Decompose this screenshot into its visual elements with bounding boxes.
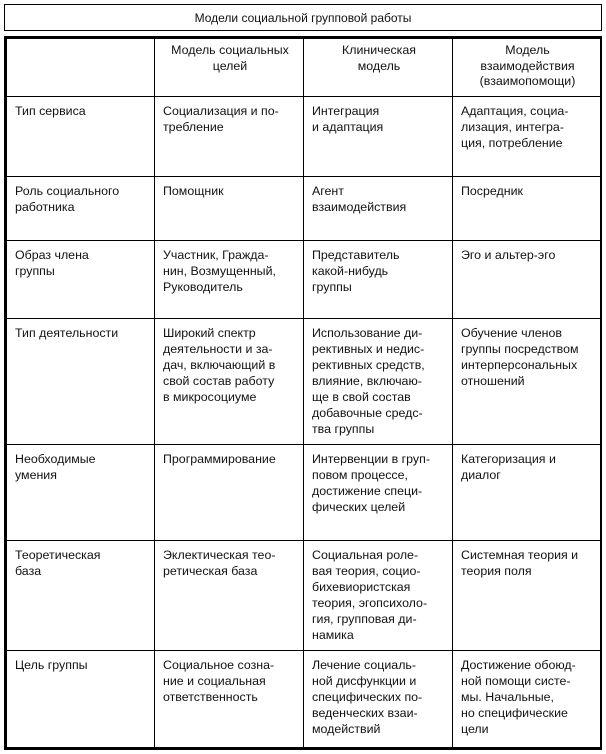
table-row [7,445,601,541]
table-row [7,651,601,748]
table-caption: Модели социальной групповой работы [4,4,602,31]
row-label: Цель группы [7,651,155,748]
row-label: Образ члена группы [7,241,155,319]
header-clinical-model: Клиническая модель [304,39,453,97]
table-cell: Программирование [155,445,304,541]
table-cell: Системная теория и теория поля [453,541,601,651]
row-label: Роль социального работника [7,177,155,241]
table-cell: Категоризация и диалог [453,445,601,541]
row-label: Тип сервиса [7,97,155,177]
row-label: Необходимые умения [7,445,155,541]
models-table-frame [4,36,602,750]
header-interaction-model: Модель взаимодействия (взаимопомощи) [453,39,601,97]
table-row [7,241,601,319]
table-cell: Эго и альтер-эго [453,241,601,319]
table-cell: Агент взаимодействия [304,177,453,241]
table-cell: Помощник [155,177,304,241]
table-cell: Интервенции в груп- повом процессе, достижение специ- фических целей [304,445,453,541]
row-label: Тип деятельности [7,319,155,445]
models-table [6,38,601,748]
table-cell: Эклектическая тео- ретическая база [155,541,304,651]
row-label: Теоретическая база [7,541,155,651]
table-cell: Обучение членов группы посредством интерперсональных отношений [453,319,601,445]
table-header-row [7,39,601,97]
header-corner-cell [7,39,155,97]
table-cell: Посредник [453,177,601,241]
table-cell: Достижение обоюд- ной помощи систе- мы. Начальные, но специфические цели [453,651,601,748]
header-social-goals-model: Модель социальных целей [155,39,304,97]
table-cell: Социальная роле- вая теория, социо- бихевиористская теория, эгопсихоло- гия, групповая ди- намика [304,541,453,651]
table-cell: Участник, Гражда- нин, Возмущенный, Руководитель [155,241,304,319]
table-cell: Социальное созна- ние и социальная ответственность [155,651,304,748]
table-cell: Интеграция и адаптация [304,97,453,177]
table-cell: Широкий спектр деятельности и за- дач, включающий в свой состав работу в микросоциуме [155,319,304,445]
table-cell: Лечение социаль- ной дисфункции и специфических по- веденческих взаи- модействий [304,651,453,748]
table-cell: Использование ди- рективных и недис- рективных средств, влияние, включаю- ще в свой состав добавочные средс- тва группы [304,319,453,445]
table-row [7,97,601,177]
table-row [7,319,601,445]
table-cell: Адаптация, социа- лизация, интегра- ция, потребление [453,97,601,177]
table-cell: Социализация и по- требление [155,97,304,177]
table-row [7,541,601,651]
table-cell: Представитель какой-нибудь группы [304,241,453,319]
table-row [7,177,601,241]
